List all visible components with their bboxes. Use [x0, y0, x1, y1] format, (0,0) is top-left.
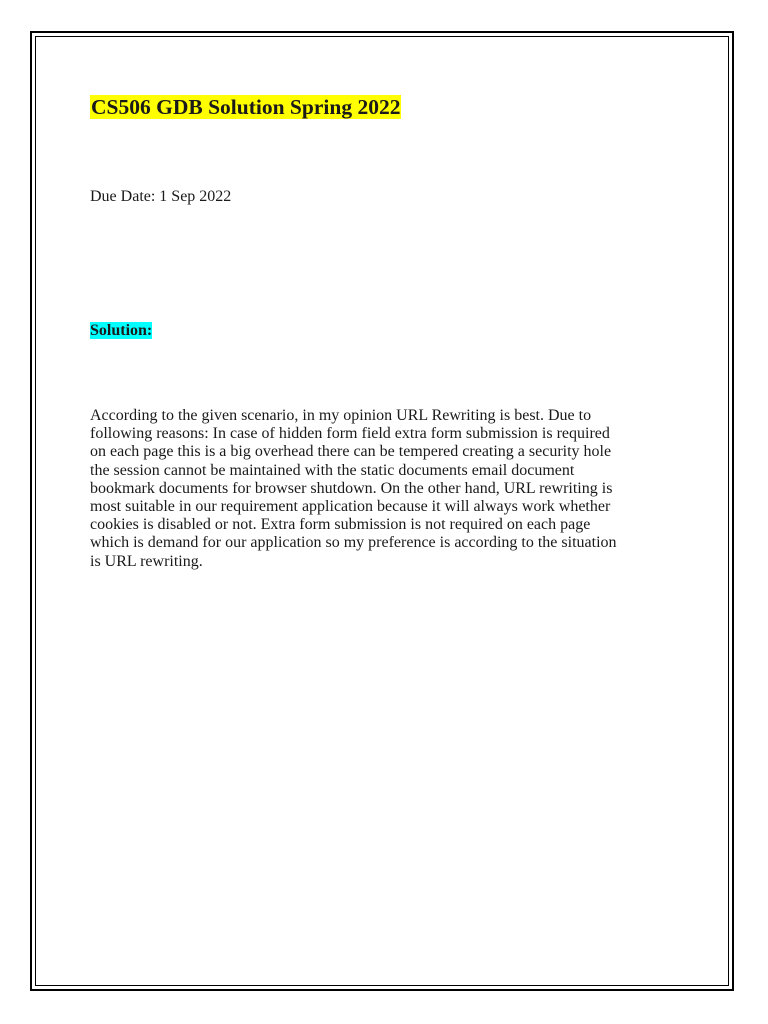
paragraph-line: is URL rewriting.	[90, 552, 203, 570]
paragraph-line: which is demand for our application so my preference is according to the situation	[90, 534, 617, 552]
paragraph-line: following reasons: In case of hidden form field extra form submission is required	[90, 425, 610, 443]
solution-heading-text: Solution:	[90, 322, 153, 339]
document-title	[90, 93, 401, 121]
solution-paragraph	[90, 407, 617, 571]
document-title-text: CS506 GDB Solution Spring 2022	[91, 95, 401, 119]
paragraph-line: on each page this is a big overhead there can be tempered creating a security hole	[90, 443, 612, 461]
paragraph-line: the session cannot be maintained with the static documents email document	[90, 461, 575, 479]
paragraph-line: most suitable in our requirement application because it will always work whether	[90, 498, 611, 516]
paragraph-line: bookmark documents for browser shutdown. On the other hand, URL rewriting is	[90, 479, 613, 497]
paragraph-line: According to the given scenario, in my opinion URL Rewriting is best. Due to	[90, 407, 592, 424]
paragraph-line: cookies is disabled or not. Extra form submission is not required on each page	[90, 516, 591, 534]
due-date: Due Date: 1 Sep 2022	[90, 188, 232, 205]
solution-heading	[90, 320, 152, 342]
